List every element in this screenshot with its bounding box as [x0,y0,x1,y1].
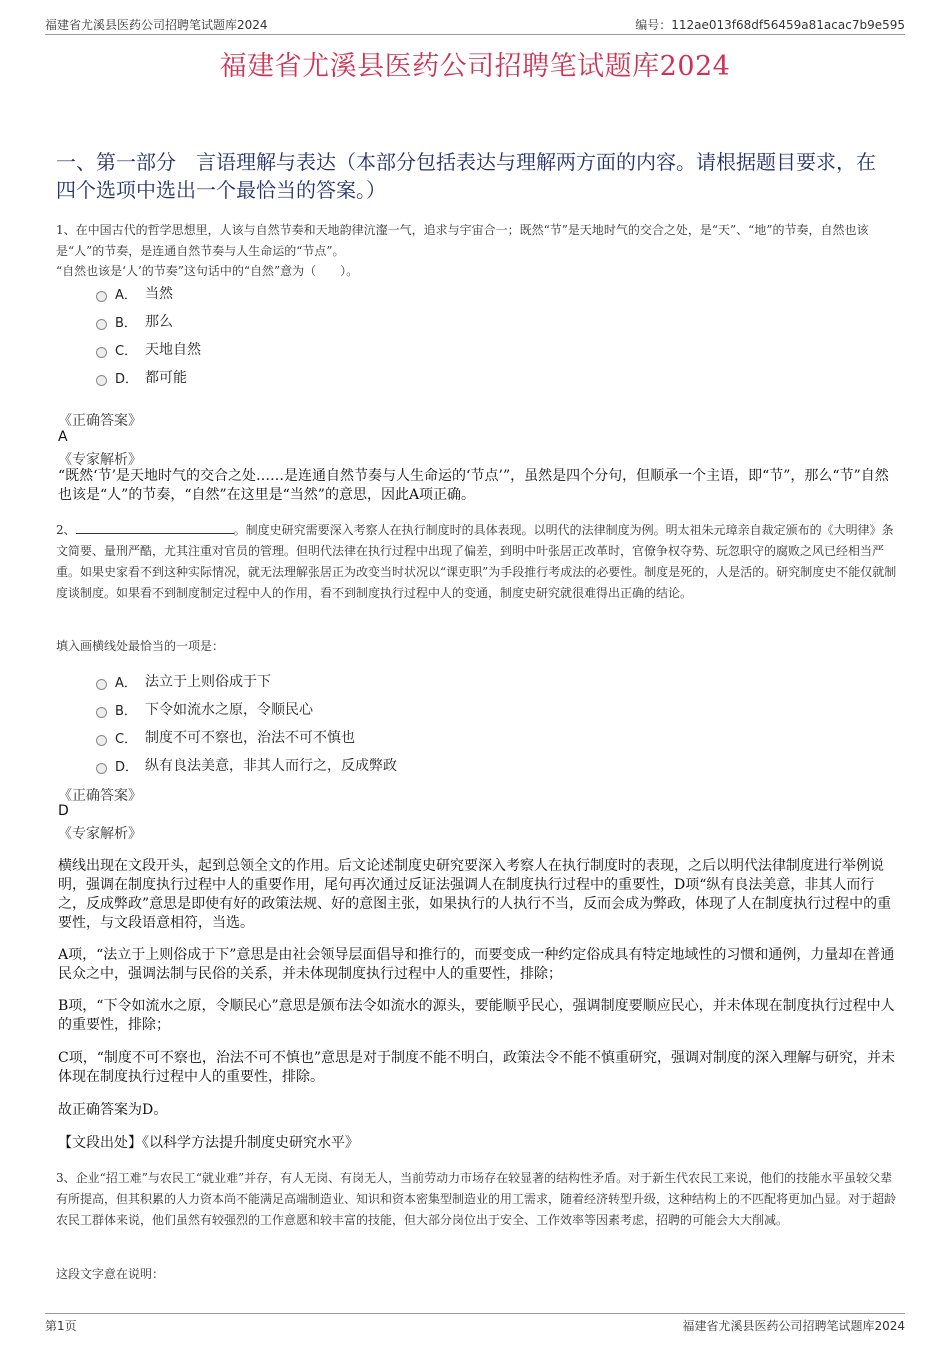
question-2-option-a[interactable]: A． 法立于上则俗成于下 [96,667,397,695]
question-3-prompt: 这段文字意在说明： [56,1267,165,1281]
answer-label: 《正确答案》 [58,413,142,429]
explanation-paragraph: 故正确答案为D。 [58,1102,168,1118]
header-doc-number: 编号：112ae013f68df56459a81acac7b9e595 [635,18,905,32]
explanation-label: 《专家解析》 [58,452,142,468]
page-footer [45,1313,905,1334]
question-1-prompt: “自然也该是‘人’的节奏”这句话中的“自然”意为（ ）。 [56,264,359,278]
question-1-option-b[interactable]: B． 那么 [96,307,201,335]
explanation-paragraph: 横线出现在文段开头，起到总领全文的作用。后文论述制度史研究要深入考察人在执行制度时的表现，之后以明代法律制度进行举例说明，强调在制度执行过程中人的重要作用，尾句再次通过反证法强调人在制度执行过程中的重要性，D项“纵有良法美意，非其人而行之，反成弊政”意思是即使有好的政策法规、好的意图主张，如果执行的人执行不当，反而会成为弊政，体现了人在制度执行过程中的重要性，与文段语意相符，当选。 [58,858,892,931]
question-2-option-d[interactable]: D． 纵有良法美意，非其人而行之，反成弊政 [96,751,397,779]
radio-icon[interactable] [96,763,107,774]
answer-label: 《正确答案》 [58,788,142,804]
radio-icon[interactable] [96,291,107,302]
question-1-options [96,279,201,391]
radio-icon[interactable] [96,375,107,386]
header-title: 福建省尤溪县医药公司招聘笔试题库2024 [45,18,268,32]
source-citation: 【文段出处】《以科学方法提升制度史研究水平》 [58,1135,359,1151]
explanation-paragraph: B项，“下令如流水之原，令顺民心”意思是颁布法令如流水的源头，要能顺乎民心，强调制度要顺应民心，并未体现在制度执行过程中人的重要性，排除； [58,998,895,1033]
question-2-option-c[interactable]: C． 制度不可不察也，治法不可不慎也 [96,723,397,751]
page-number: 第1页 [45,1319,77,1333]
question-2-options [96,667,397,779]
question-1-text: 1、在中国古代的哲学思想里，人该与自然节奏和天地韵律沆瀣一气，追求与宇宙合一；既然“节”是天地时气的交合之处，是“天”、“地”的节奏，自然也该是“人”的节奏，是连通自然节奏与人生命运的“节点”。 [56,223,869,258]
footer-title: 福建省尤溪县医药公司招聘笔试题库2024 [682,1319,905,1333]
radio-icon[interactable] [96,735,107,746]
fill-blank [76,521,234,534]
explanation-paragraph: A项，“法立于上则俗成于下”意思是由社会领导层面倡导和推行的，而要变成一种约定俗成具有特定地域性的习惯和通例，力量却在普通民众之中，强调法制与民俗的关系，并未体现制度执行过程中人的重要性，排除； [58,947,895,982]
document-title: 福建省尤溪县医药公司招聘笔试题库2024 [219,51,731,82]
radio-icon[interactable] [96,707,107,718]
question-1-option-c[interactable]: C． 天地自然 [96,335,201,363]
question-2-text: 2、 。制度史研究需要深入考察人在执行制度时的具体表现。以明代的法律制度为例。明太祖朱元璋亲自裁定颁布的《大明律》条文简要、量刑严酷，尤其注重对官员的管理。但明代法律在执行过程中出现了偏差，到明中叶张居正改革时，官僚争权夺势、玩忽职守的腐败之风已经相当严重。如果史家看不到这种实际情况，就无法理解张居正为改变当时状况以“课吏职”为手段推行考成法的必要性。制度是死的，人是活的。研究制度史不能仅就制度谈制度。如果看不到制度制定过程中人的作用，看不到制度执行过程中人的变通，制度史研究就很难得出正确的结论。 [56,523,897,600]
explanation-label: 《专家解析》 [58,826,142,842]
answer-value: D [58,803,69,819]
section-heading: 一、第一部分 言语理解与表达（本部分包括表达与理解两方面的内容。请根据题目要求，在四个选项中选出一个最恰当的答案。） [56,150,876,202]
question-3-text: 3、企业“招工难”与农民工“就业难”并存，有人无岗、有岗无人，当前劳动力市场存在较显著的结构性矛盾。对于新生代农民工来说，他们的技能水平虽较父辈有所提高，但其积累的人力资本尚不能满足高端制造业、知识和资本密集型制造业的用工需求，随着经济转型升级，这种结构上的不匹配将更加凸显。对于超龄农民工群体来说，他们虽然有较强烈的工作意愿和较丰富的技能，但大部分岗位出于安全、工作效率等因素考虑，招聘的可能会大大削减。 [56,1171,897,1227]
page-header [45,14,905,35]
answer-value: A [58,429,68,445]
explanation-paragraph: C项，“制度不可不察也，治法不可不慎也”意思是对于制度不能不明白，政策法令不能不慎重研究，强调对制度的深入理解与研究，并未体现在制度执行过程中人的重要性，排除。 [58,1050,896,1085]
radio-icon[interactable] [96,347,107,358]
radio-icon[interactable] [96,319,107,330]
question-2-prompt: 填入画横线处最恰当的一项是： [56,639,225,653]
question-1-option-a[interactable]: A． 当然 [96,279,201,307]
explanation-text: “既然‘节’是天地时气的交合之处……是连通自然节奏与人生命运的‘节点’”，虽然是四个分句，但顺承一个主语，即“节”，那么“节”自然也该是“人”的节奏，“自然”在这里是“当然”的意思，因此A项正确。 [58,468,889,503]
question-2-option-b[interactable]: B． 下令如流水之原，令顺民心 [96,695,397,723]
radio-icon[interactable] [96,679,107,690]
question-1-option-d[interactable]: D． 都可能 [96,363,201,391]
